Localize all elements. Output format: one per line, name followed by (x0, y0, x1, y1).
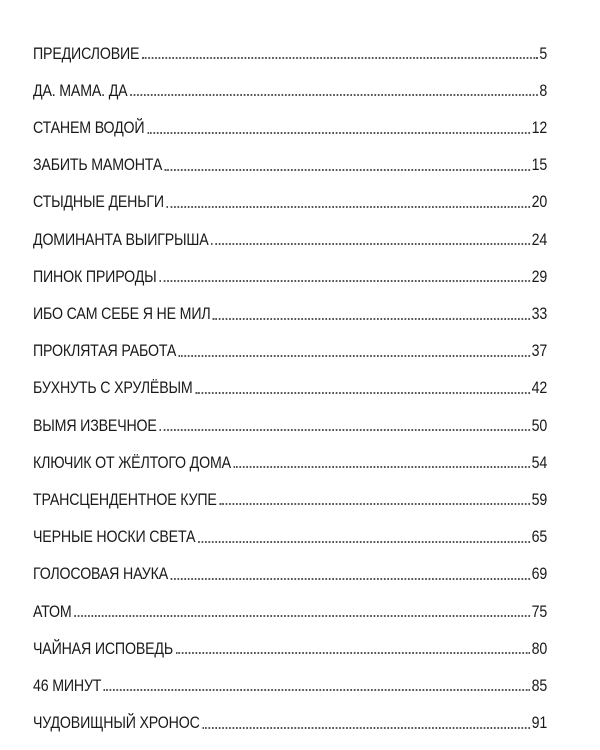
toc-entry-page: 37 (531, 342, 548, 361)
toc-entry (33, 248, 547, 285)
toc-entry-page: 29 (531, 267, 548, 286)
toc-entry-title: БУХНУТЬ С ХРУЛЁВЫМ (33, 379, 193, 398)
toc-entry-title: АТОМ (33, 602, 72, 621)
toc-entry (33, 620, 547, 657)
dot-leader (165, 169, 530, 171)
toc-entry-title: СТАНЕМ ВОДОЙ (33, 119, 145, 138)
toc-entry-page: 65 (531, 528, 548, 547)
toc-entry (33, 62, 547, 99)
dot-leader (213, 318, 530, 320)
toc-entry (33, 360, 547, 397)
toc-entry-title: ТРАНСЦЕНДЕНТНОЕ КУПЕ (33, 490, 217, 509)
toc-entry-page: 80 (531, 639, 548, 658)
toc-entry-page: 20 (531, 193, 548, 212)
toc-entry-page: 54 (531, 453, 548, 472)
toc-entry-title: ПРЕДИСЛОВИЕ (33, 44, 140, 63)
toc-entry-title: ВЫМЯ ИЗВЕЧНОЕ (33, 416, 157, 435)
dot-leader (219, 503, 530, 505)
dot-leader (179, 355, 530, 357)
toc-entry-page: 5 (539, 44, 548, 63)
toc-entry-title: ЧУДОВИЩНЫЙ ХРОНОС (33, 714, 200, 733)
toc-entry-title: 46 МИНУТ (33, 676, 102, 695)
toc-entry (33, 694, 547, 731)
toc-entry (33, 583, 547, 620)
toc-entry-page: 12 (531, 119, 548, 138)
dot-leader (198, 541, 530, 543)
toc-entry-title: ПИНОК ПРИРОДЫ (33, 267, 157, 286)
toc-entry (33, 25, 547, 62)
toc-entry-page: 42 (531, 379, 548, 398)
toc-entry-page: 85 (531, 676, 548, 695)
toc-entry-title: ГОЛОСОВАЯ НАУКА (33, 565, 168, 584)
toc-entry-page: 33 (531, 305, 548, 323)
dot-leader (74, 615, 530, 617)
toc-entry (33, 285, 547, 322)
toc-entry-title: ИБО САМ СЕБЕ Я НЕ МИЛ (33, 305, 211, 323)
toc-entry (33, 211, 547, 248)
toc-entry-page: 91 (531, 714, 548, 733)
toc-entry (33, 434, 547, 471)
dot-leader (104, 689, 530, 691)
dot-leader (159, 280, 530, 282)
table-of-contents (33, 25, 547, 732)
toc-entry-page: 15 (531, 156, 548, 175)
dot-leader (167, 206, 530, 208)
toc-entry (33, 508, 547, 545)
dot-leader (130, 94, 538, 96)
toc-entry (33, 174, 547, 211)
toc-entry-page: 75 (531, 602, 548, 621)
toc-entry-page: 8 (539, 81, 548, 100)
dot-leader (202, 727, 530, 729)
toc-entry-title: СТЫДНЫЕ ДЕНЬГИ (33, 193, 164, 212)
toc-entry-title: КЛЮЧИК ОТ ЖЁЛТОГО ДОМА (33, 453, 231, 472)
dot-leader (176, 652, 530, 654)
toc-entry (33, 397, 547, 434)
toc-entry-title: ДА. МАМА. ДА (33, 81, 128, 100)
toc-entry (33, 323, 547, 360)
dot-leader (211, 243, 530, 245)
toc-entry-page: 24 (531, 230, 548, 249)
toc-entry (33, 137, 547, 174)
dot-leader (171, 578, 530, 580)
dot-leader (234, 466, 530, 468)
dot-leader (147, 132, 530, 134)
toc-entry-title: ЧЕРНЫЕ НОСКИ СВЕТА (33, 528, 196, 547)
toc-entry (33, 657, 547, 694)
toc-entry (33, 546, 547, 583)
toc-entry (33, 471, 547, 508)
toc-entry (33, 99, 547, 136)
toc-entry-title: ЗАБИТЬ МАМОНТА (33, 156, 163, 175)
dot-leader (142, 57, 538, 59)
toc-entry-title: ПРОКЛЯТАЯ РАБОТА (33, 342, 177, 361)
dot-leader (159, 429, 530, 431)
toc-entry-page: 50 (531, 416, 548, 435)
toc-entry-page: 59 (531, 490, 548, 509)
toc-entry-title: ЧАЙНАЯ ИСПОВЕДЬ (33, 639, 173, 658)
dot-leader (195, 392, 530, 394)
toc-entry-page: 69 (531, 565, 548, 584)
toc-entry-title: ДОМИНАНТА ВЫИГРЫША (33, 230, 209, 249)
